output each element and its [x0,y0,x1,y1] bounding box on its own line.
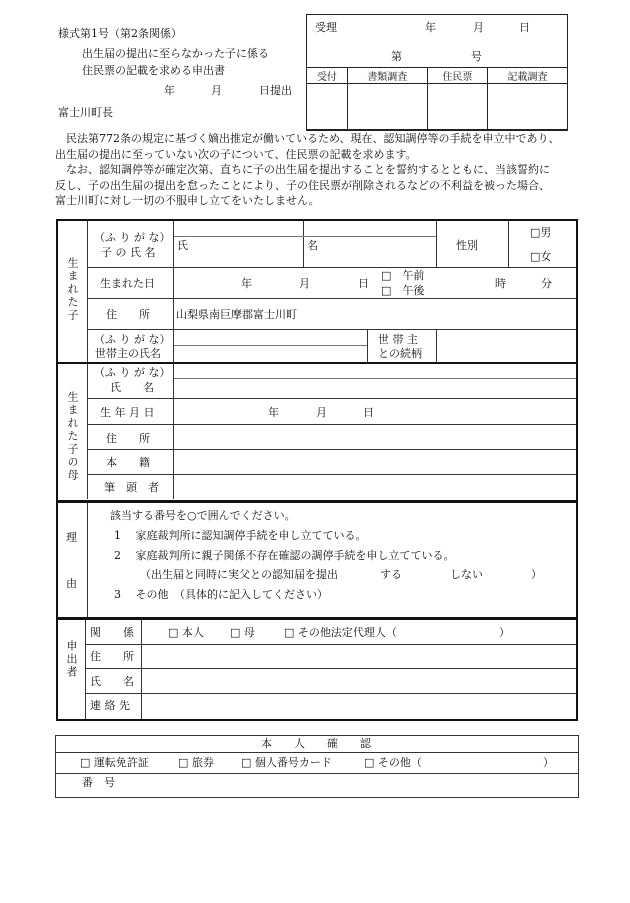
birth-am-checkbox[interactable]: □ 午前 [381,269,425,282]
birth-month: 月 [299,277,310,290]
child-gender-label: 性別 [456,239,478,252]
child-furigana-label: （ふ り が な） [94,231,171,244]
reason-label-top: 理 [66,531,77,544]
child-surname-label: 氏 [177,239,188,252]
reception-dai: 第 [391,50,402,63]
reception-day: 日 [519,21,530,34]
birth-minute: 分 [541,277,552,290]
form-title-line1: 出生届の提出に至らなかった子に係る [82,47,269,60]
identity-title: 本 人 確 認 [261,737,371,750]
child-birth-label: 生まれた日 [100,277,155,290]
date-submitted: 日提出 [259,84,292,97]
child-given-name-label: 名 [307,239,318,252]
child-address-label: 住 所 [106,308,150,321]
mother-domicile-label: 本 籍 [106,456,150,469]
reception-col-shorui: 書類調査 [347,68,427,84]
reception-stamp-3[interactable] [427,84,487,131]
mother-furigana-label: （ふ り が な） [94,366,171,379]
reason-item-2-close: ） [531,568,542,581]
birth-year: 年 [241,277,252,290]
applicant-option-other[interactable]: □ その他法定代理人（ [284,626,397,639]
preamble [55,131,585,209]
mother-head-label: 筆 頭 者 [104,481,159,494]
identity-option-license[interactable]: □ 運転免許証 [80,756,149,769]
reception-grid [306,67,568,131]
date-year: 年 [164,84,175,97]
applicant-option-self[interactable]: □ 本人 [168,626,204,639]
child-mother-section [56,219,578,503]
identity-option-passport[interactable]: □ 旅券 [178,756,214,769]
reason-item-2-yes[interactable]: する [380,568,402,581]
reason-item-2[interactable]: 2 家庭裁判所に親子関係不存在確認の調停手続を申し立てている。 [114,549,455,562]
relation-label-2: との続柄 [378,347,422,360]
identity-section [55,735,579,798]
reason-item-2-note: （出生届と同時に実父との認知届を提出 [140,568,338,581]
mother-dob-month: 月 [316,406,327,419]
applicant-option-mother[interactable]: □ 母 [230,626,255,639]
applicant-section-label: 申出者 [65,640,78,679]
applicant-address-label: 住 所 [90,650,134,663]
preamble-line-3: なお、認知調停等が確定次第、直ちに子の出生届を提出することを誓約するとともに、当該誓約に [55,163,550,176]
mother-dob-label: 生 年 月 日 [100,406,155,419]
mother-dob-year: 年 [268,406,279,419]
reception-col-uketsuke: 受付 [307,68,348,84]
reception-col-juminhyo: 住民票 [427,68,487,84]
reason-intro: 該当する番号を○で囲んでください。 [110,509,296,522]
preamble-line-1: 民法第772条の規定に基づく嫡出推定が働いているため、現在、認知調停等の手続を申立中であり、 [55,132,560,145]
reason-item-3[interactable]: 3 その他 （具体的に記入してください） [114,588,328,601]
gender-male-checkbox[interactable]: □男 [530,226,552,239]
preamble-line-4: 反し、子の出生届の提出を怠ったことにより、子の住民票が削除されるなどの不利益を被った場合、 [55,178,550,192]
reception-received: 受理 [315,21,337,34]
mother-section-label: 生まれた子の母 [66,391,79,482]
form-number: 様式第1号（第2条関係） [58,27,182,40]
reason-section [56,500,578,619]
child-name-label: 子 の 氏 名 [101,246,156,259]
reception-go: 号 [471,50,482,63]
preamble-line-5: 富士川町に対し一切の不服申し立てをいたしません。 [55,194,320,207]
reception-month: 月 [473,21,484,34]
applicant-relation-label: 関 係 [90,626,134,639]
reception-stamp-2[interactable] [347,84,427,131]
identity-option-other[interactable]: □ その他（ [364,756,422,769]
form-title-line2: 住民票の記載を求める申出書 [82,64,225,77]
preamble-line-2: 出生届の提出に至っていない次の子について、住民票の記載を求めます。 [55,147,417,161]
reception-box [306,14,568,130]
birth-day: 日 [358,277,369,290]
identity-number-label: 番 号 [82,776,115,789]
applicant-option-close: ） [499,626,510,639]
applicant-contact-label: 連 絡 先 [90,699,130,712]
household-head-label: 世帯主の氏名 [95,347,161,360]
reason-label-bottom: 由 [66,577,77,590]
child-address-value: 山梨県南巨摩郡富士川町 [176,308,297,321]
date-month: 月 [211,84,222,97]
reception-stamp-1[interactable] [307,84,348,131]
reason-item-2-no[interactable]: しない [450,568,483,581]
child-section-label: 生まれた子 [66,257,79,322]
identity-option-close: ） [543,756,554,769]
relation-label-1: 世 帯 主 [378,333,418,346]
birth-pm-checkbox[interactable]: □ 午後 [381,284,425,297]
addressee: 富士川町長 [58,106,113,119]
reception-col-kisai: 記載調査 [488,68,568,84]
mother-address-label: 住 所 [106,432,150,445]
mother-name-label: 氏 名 [110,381,154,394]
mother-dob-day: 日 [363,406,374,419]
identity-option-mynumber[interactable]: □ 個人番号カード [241,756,332,769]
gender-female-checkbox[interactable]: □女 [530,250,552,263]
applicant-name-label: 氏 名 [90,675,134,688]
applicant-section [56,618,578,721]
birth-hour: 時 [495,277,506,290]
reason-item-1[interactable]: 1 家庭裁判所に認知調停手続を申し立てている。 [114,529,367,542]
reception-stamp-4[interactable] [488,84,568,131]
household-furigana-label: （ふ り が な） [94,333,171,346]
reception-year: 年 [425,21,436,34]
